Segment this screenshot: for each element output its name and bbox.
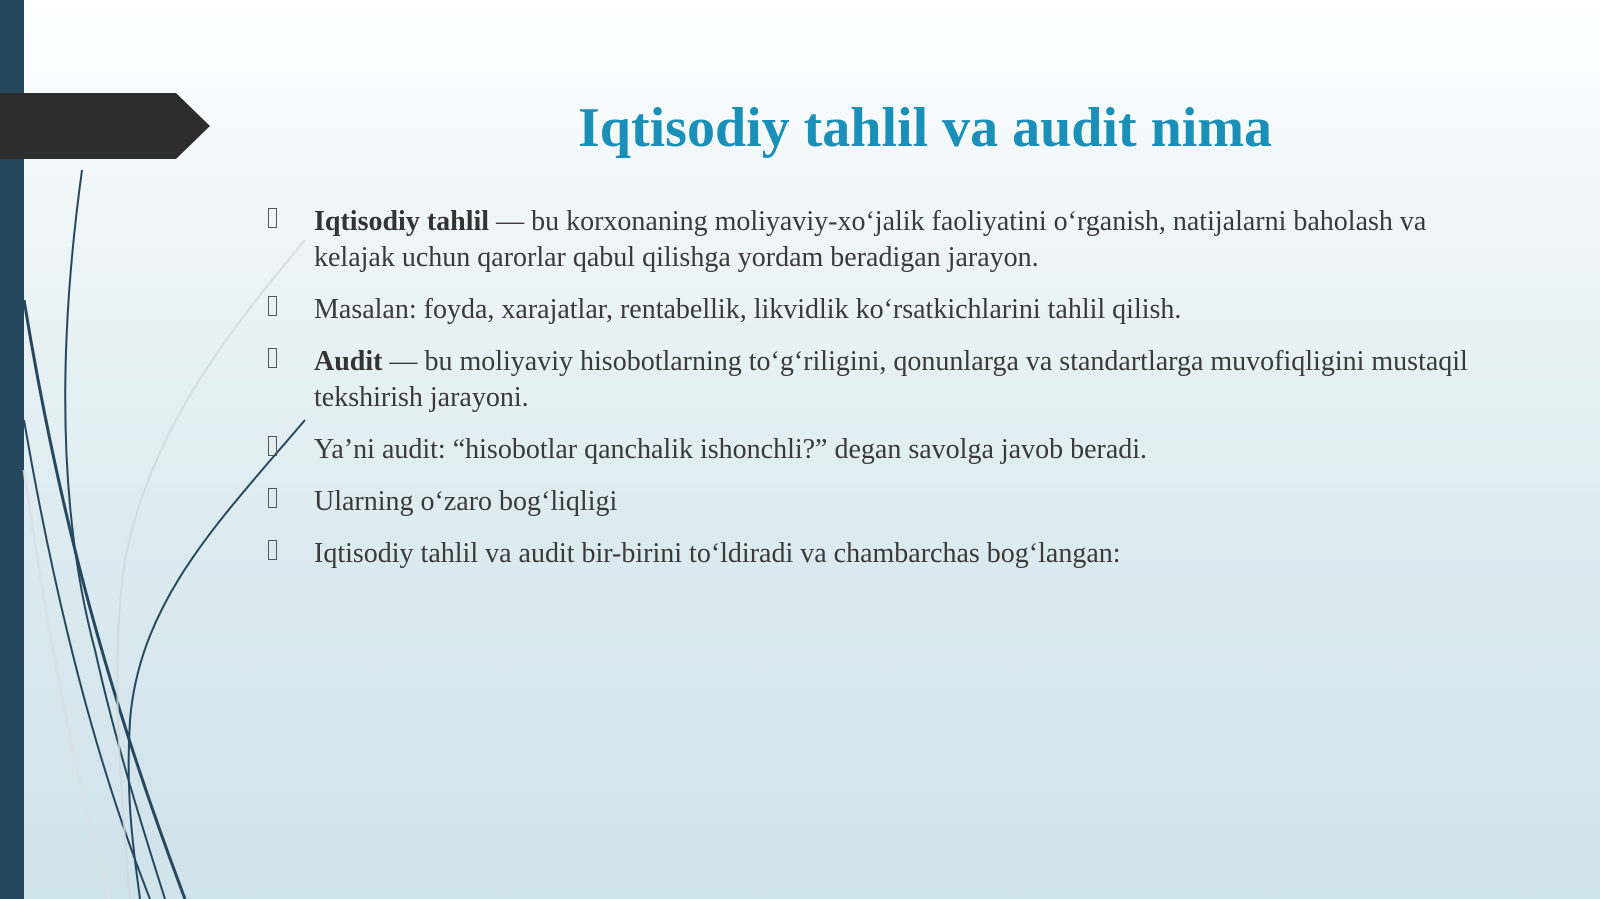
slide-title: Iqtisodiy tahlil va audit nima [578,97,1272,159]
bullet-text: Masalan: foyda, xarajatlar, rentabellik, likvidlik ko‘rsatkichlarini tahlil qilish. [314,294,1182,325]
bullet-marker-icon [268,348,277,368]
bullet-marker-icon [268,488,277,508]
bullet-item [268,536,1480,572]
bullet-text: — bu korxonaning moliyaviy-xo‘jalik faoliyatini o‘rganish, natijalarni baholash va kelajak uchun qarorlar qabul qilishga yordam beradigan jarayon. [314,206,1427,273]
bullet-item [268,484,1480,520]
bullet-marker-icon [268,296,277,316]
bullet-text: Ya’ni audit: “hisobotlar qanchalik ishonchli?” degan savolga javob beradi. [314,434,1148,465]
bullet-item [268,292,1480,328]
bullet-bold-term: Audit [314,346,383,377]
bullet-item [268,432,1480,468]
bullet-marker-icon [268,208,277,228]
bullet-text: Ularning o‘zaro bog‘liqligi [314,486,618,517]
bullet-bold-term: Iqtisodiy tahlil [314,206,490,237]
bullet-list [268,204,1480,588]
title-arrow-shape [0,93,210,159]
bullet-item [268,204,1480,276]
bullet-text: — bu moliyaviy hisobotlarning to‘g‘riligini, qonunlarga va standartlarga muvofiqligini mustaqil tekshirish jarayoni. [314,346,1468,413]
bullet-item [268,344,1480,416]
bullet-text: Iqtisodiy tahlil va audit bir-birini to‘ldiradi va chambarchas bog‘langan: [314,538,1121,569]
bullet-marker-icon [268,540,277,560]
bullet-marker-icon [268,436,277,456]
